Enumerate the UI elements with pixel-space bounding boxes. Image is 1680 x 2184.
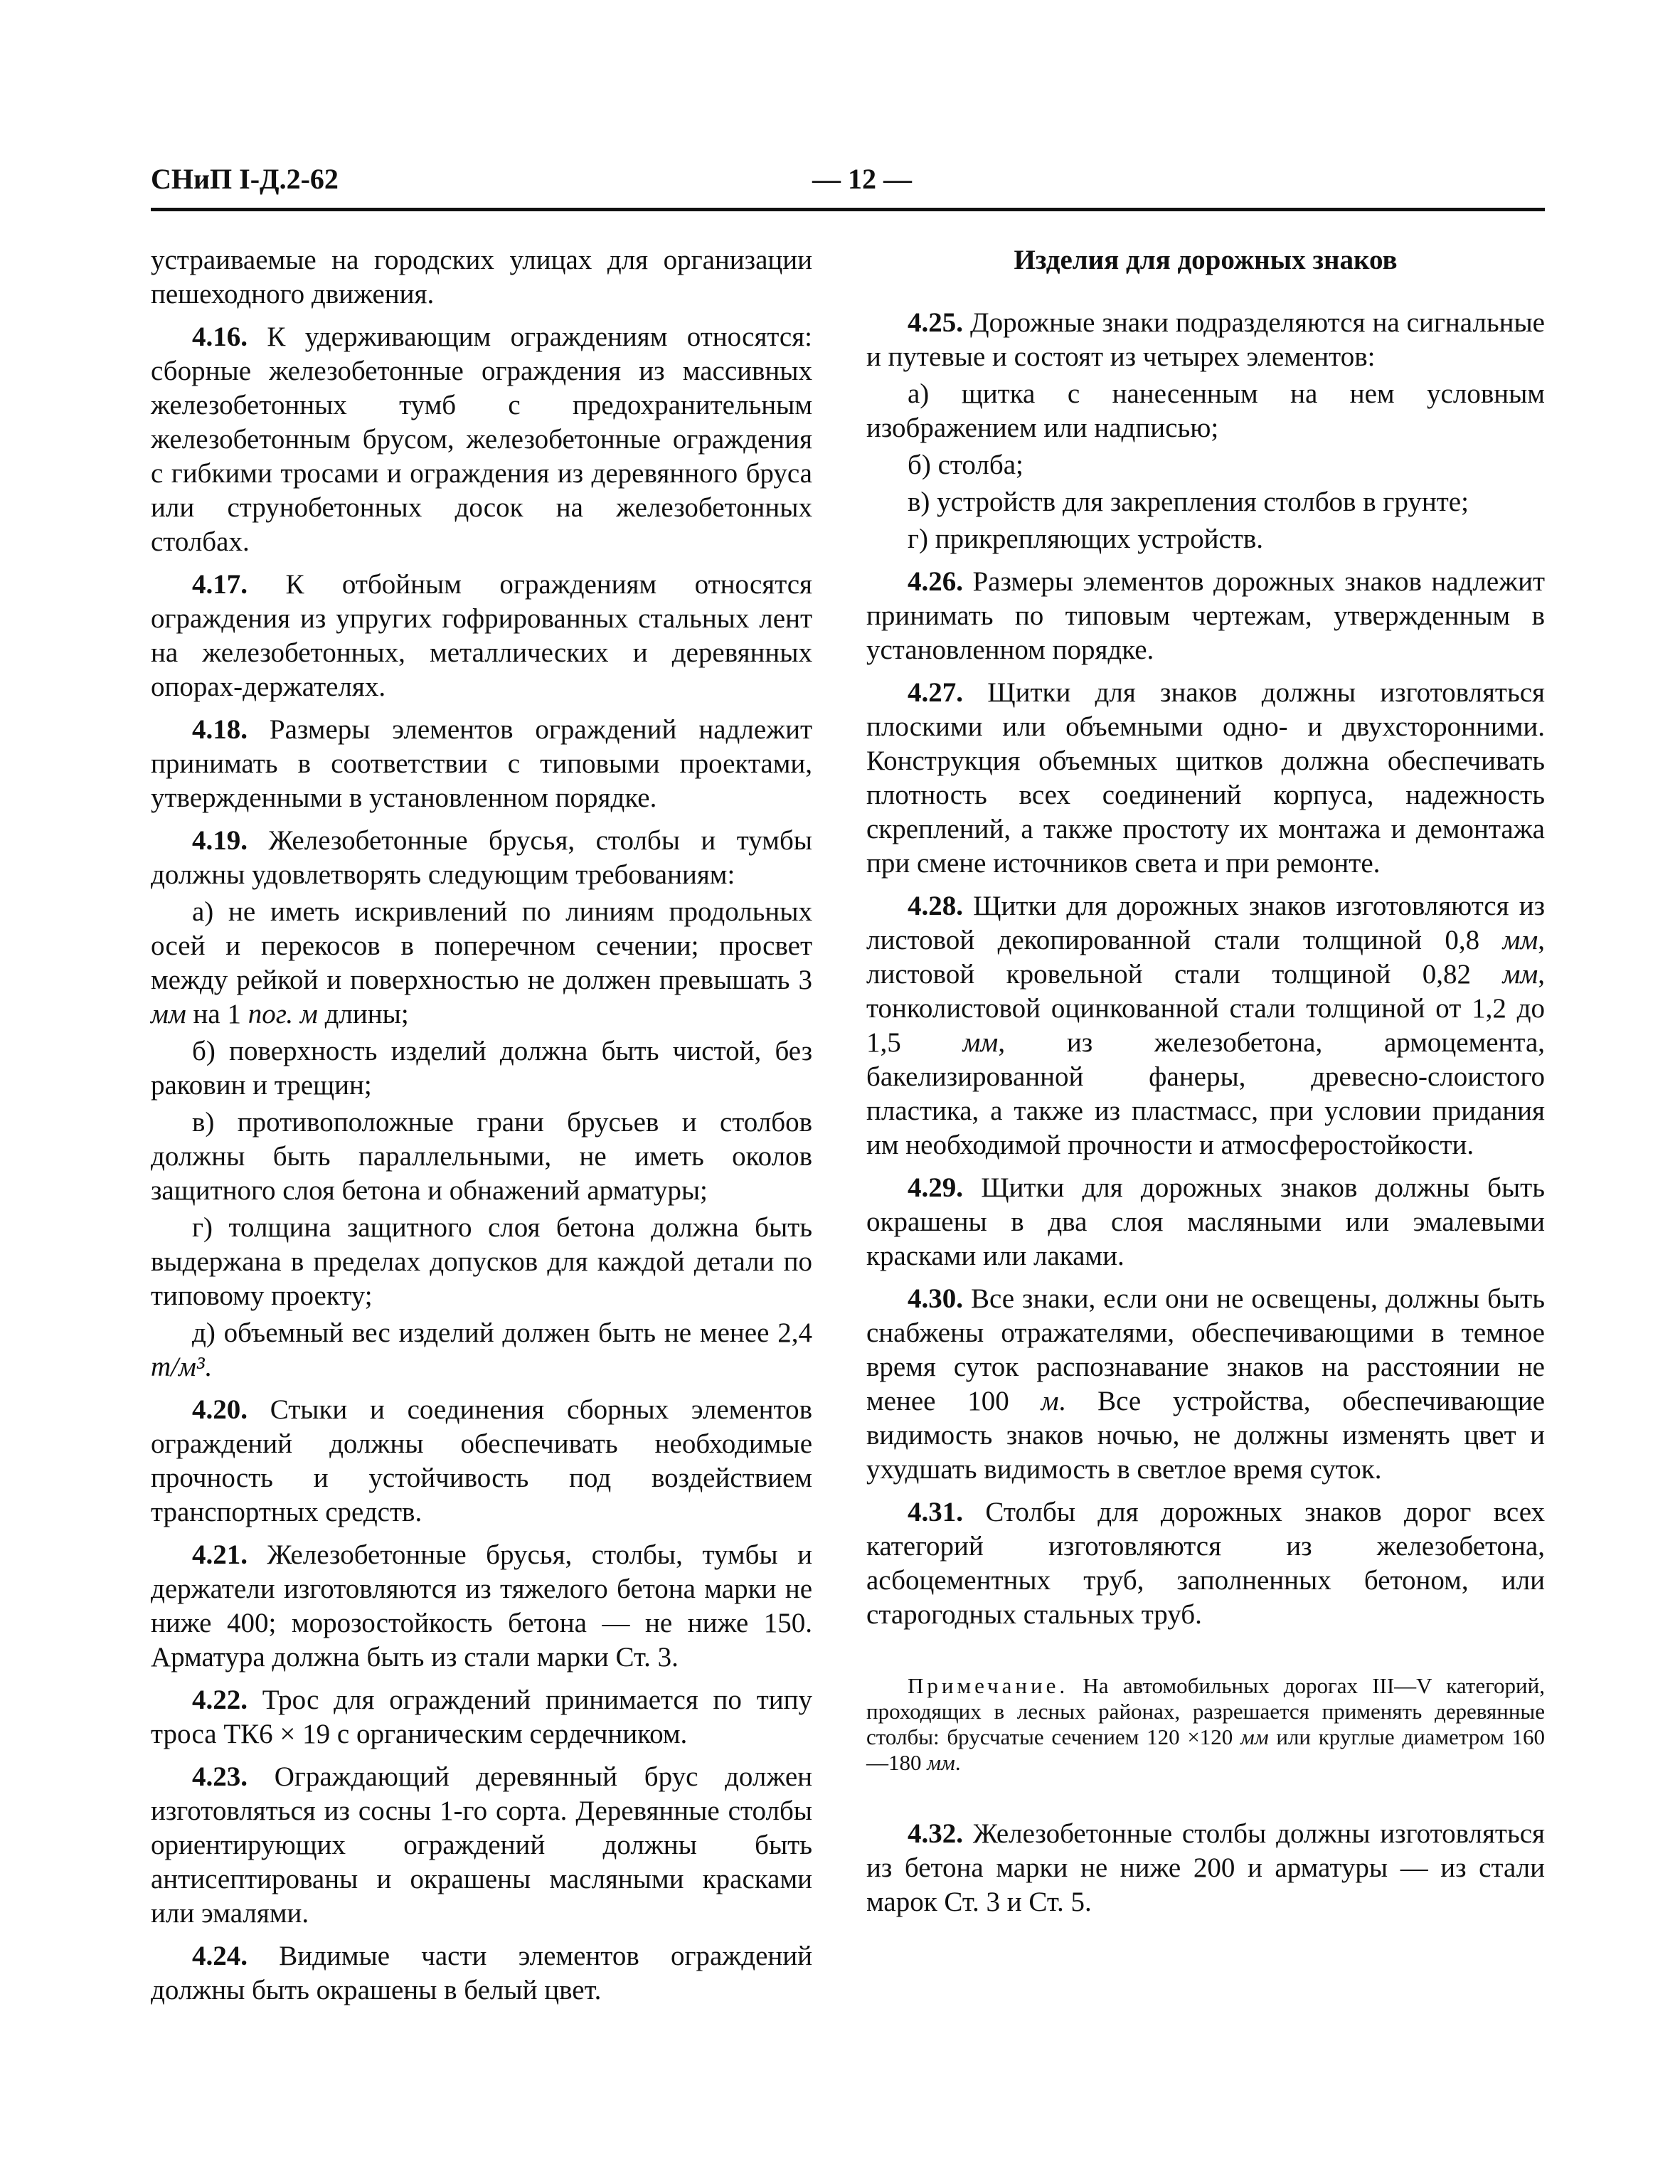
clause-number: 4.20. [192, 1394, 248, 1425]
note [866, 1673, 1545, 1776]
clause-4-25 [866, 306, 1545, 374]
clause-text: Размеры элементов ограждений надлежит принимать в соответствии с типовыми проектами, утвержденными в установленном порядке. [151, 714, 812, 813]
clause-text: К удерживающим ограждениям относятся: сборные железобетонные ограждения из массивных железобетонных тумб с предохранительным железобетонным брусом, железобетонные ограждения с гибкими тросами и ограждения из деревянного бруса или струнобетонных досок на железобетонных столбах. [151, 322, 812, 557]
page-header [151, 162, 1545, 212]
clause-4-29 [866, 1171, 1545, 1273]
clause-4-16 [151, 320, 812, 559]
clause-4-18 [151, 713, 812, 815]
clause-4-23 [151, 1760, 812, 1931]
clause-text: , тонколистовой оцинкованной стали толщиной от 1,2 до 1,5 [866, 959, 1545, 1058]
clause-4-19-c: в) противоположные грани брусьев и столбов должны быть параллельными, не иметь околов защитного слоя бетона и обнажений арматуры; [151, 1107, 812, 1206]
clause-number: 4.26. [908, 566, 963, 597]
clause-text: . Все устройства, обеспечивающие видимость знаков ночью, не должны изменять цвет и ухудшать видимость в светлое время суток. [866, 1386, 1546, 1485]
clause-text: Железобетонные столбы должны изготовляться из бетона марки не ниже 200 и арматуры — из стали марок Ст. 3 и Ст. 5. [866, 1818, 1545, 1917]
item-text: длины; [317, 999, 409, 1029]
clause-4-19-d: г) толщина защитного слоя бетона должна быть выдержана в пределах допусков для каждой детали по типовому проекту; [151, 1212, 812, 1311]
clause-number: 4.19. [192, 825, 248, 856]
clause-number: 4.23. [192, 1761, 248, 1792]
clause-text: Стыки и соединения сборных элементов ограждений должны обеспечивать необходимые прочность и устойчивость под воздействием транспортных средств. [151, 1394, 812, 1527]
clause-4-25-b: б) столба; [908, 450, 1024, 480]
clause-4-26 [866, 565, 1545, 667]
unit-label: т/м³ [151, 1352, 205, 1382]
clause-text: Размеры элементов дорожных знаков надлежит принимать по типовым чертежам, утвержденным в установленном порядке. [866, 566, 1545, 665]
clause-4-22 [151, 1683, 812, 1751]
clause-4-27 [866, 676, 1545, 881]
clause-number: 4.21. [192, 1539, 248, 1570]
left-column [151, 243, 812, 2016]
note-text: На автомобильных дорогах III—V категорий, проходящих в лесных районах, разрешается применять деревянные столбы: брусчатые сечением 120 ×120 [866, 1673, 1545, 1749]
clause-4-19-a [151, 895, 812, 1032]
clause-4-19-b: б) поверхность изделий должна быть чистой, без раковин и трещин; [151, 1036, 812, 1101]
paragraph-continuation: устраиваемые на городских улицах для организации пешеходного движения. [151, 245, 812, 309]
clause-text: Столбы для дорожных знаков дорог всех категорий изготовляются из железобетона, асбоцементных труб, заполненных бетоном, или старогодных стальных труб. [866, 1497, 1545, 1630]
clause-number: 4.29. [908, 1172, 963, 1203]
page-number: — 12 — [812, 163, 912, 195]
clause-number: 4.30. [908, 1283, 963, 1314]
clause-number: 4.22. [192, 1685, 248, 1715]
note-label: Примечание. [908, 1673, 1069, 1698]
clause-4-25-a: а) щитка с нанесенным на нем условным изображением или надписью; [866, 378, 1545, 443]
clause-4-21 [151, 1538, 812, 1675]
clause-text: Все знаки, если они не освещены, должны быть снабжены отражателями, обеспечивающими в темное время суток распознавание знаков на расстоянии не менее 100 [866, 1283, 1545, 1416]
item-text: . [204, 1352, 212, 1382]
clause-text: Железобетонные брусья, столбы и тумбы должны удовлетворять следующим требованиям: [151, 825, 812, 890]
item-text: а) не иметь искривлений по линиям продольных осей и перекосов в поперечном сечении; просвет между рейкой и поверхностью не должен превышать 3 [151, 896, 812, 995]
clause-number: 4.32. [908, 1818, 963, 1849]
clause-4-19-e [151, 1316, 812, 1384]
clause-4-19 [151, 824, 812, 892]
clause-text: Ограждающий деревянный брус должен изготовляться из сосны 1-го сорта. Деревянные столбы ориентирующих ограждений должны быть антисептированы и окрашены масляными красками или эмалями. [151, 1761, 812, 1929]
clause-4-25-c: в) устройств для закрепления столбов в грунте; [908, 487, 1469, 517]
clause-number: 4.17. [192, 569, 248, 600]
item-text: д) объемный вес изделий должен быть не менее 2,4 [192, 1318, 812, 1348]
unit-label: мм [151, 999, 186, 1029]
clause-number: 4.16. [192, 322, 248, 352]
clause-text: Железобетонные брусья, столбы, тумбы и держатели изготовляются из тяжелого бетона марки не ниже 400; морозостойкость бетона — не ниже 150. Арматура должна быть из стали марки Ст. 3. [151, 1539, 812, 1673]
clause-number: 4.31. [908, 1497, 963, 1527]
clause-4-28 [866, 889, 1545, 1162]
clause-text: К отбойным ограждениям относятся ограждения из упругих гофрированных стальных лент на железобетонных, металлических и деревянных опорах-держателях. [151, 569, 812, 702]
unit-label: мм [1240, 1724, 1269, 1749]
clause-text: , листовой кровельной стали толщиной 0,82 [866, 925, 1545, 990]
clause-4-30 [866, 1282, 1545, 1487]
clause-4-17 [151, 568, 812, 704]
clause-number: 4.24. [192, 1941, 248, 1971]
note-text: или круглые диаметром 160—180 [866, 1724, 1546, 1775]
clause-text: Дорожные знаки подразделяются на сигнальные и путевые и состоят из четырех элементов: [866, 307, 1545, 372]
note-text: . [955, 1750, 961, 1775]
clause-4-32 [866, 1817, 1545, 1919]
clause-number: 4.27. [908, 677, 963, 708]
clause-text: Щитки для дорожных знаков изготовляются из листовой декопированной стали толщиной 0,8 [866, 891, 1545, 955]
unit-label: м [1041, 1386, 1059, 1416]
clause-4-31 [866, 1495, 1545, 1632]
clause-text: Трос для ограждений принимается по типу троса ТК6 × 19 с органическим сердечником. [151, 1685, 812, 1749]
clause-number: 4.18. [192, 714, 248, 745]
header-rule [151, 208, 1545, 211]
clause-text: Щитки для знаков должны изготовляться плоскими или объемными одно- и двухсторонними. Конструкция объемных щитков должна обеспечивать плотность всех соединений корпуса, надежность скреплений, а также простоту их монтажа и демонтажа при смене источников света и при ремонте. [866, 677, 1545, 879]
clause-text: , из железобетона, армоцемента, бакелизированной фанеры, древесно-слоистого пластика, а также из пластмасс, при условии придания им необходимой прочности и атмосферостойкости. [866, 1027, 1545, 1160]
unit-label: мм [962, 1027, 999, 1058]
section-heading: Изделия для дорожных знаков [1014, 245, 1398, 275]
unit-label: мм [1502, 959, 1538, 990]
unit-label: мм [927, 1750, 955, 1775]
document-code: СНиП I-Д.2-62 [151, 163, 339, 195]
clause-4-24 [151, 1939, 812, 2008]
clause-4-20 [151, 1393, 812, 1530]
unit-label: пог. м [248, 999, 318, 1029]
clause-text: Видимые части элементов ограждений должны быть окрашены в белый цвет. [151, 1941, 812, 2005]
clause-number: 4.28. [908, 891, 963, 921]
right-column [866, 243, 1545, 1928]
unit-label: мм [1502, 925, 1538, 955]
clause-number: 4.25. [908, 307, 963, 338]
clause-text: Щитки для дорожных знаков должны быть окрашены в два слоя масляными или эмалевыми красками или лаками. [866, 1172, 1545, 1271]
item-text: на 1 [186, 999, 248, 1029]
clause-4-25-d: г) прикрепляющих устройств. [908, 524, 1264, 554]
